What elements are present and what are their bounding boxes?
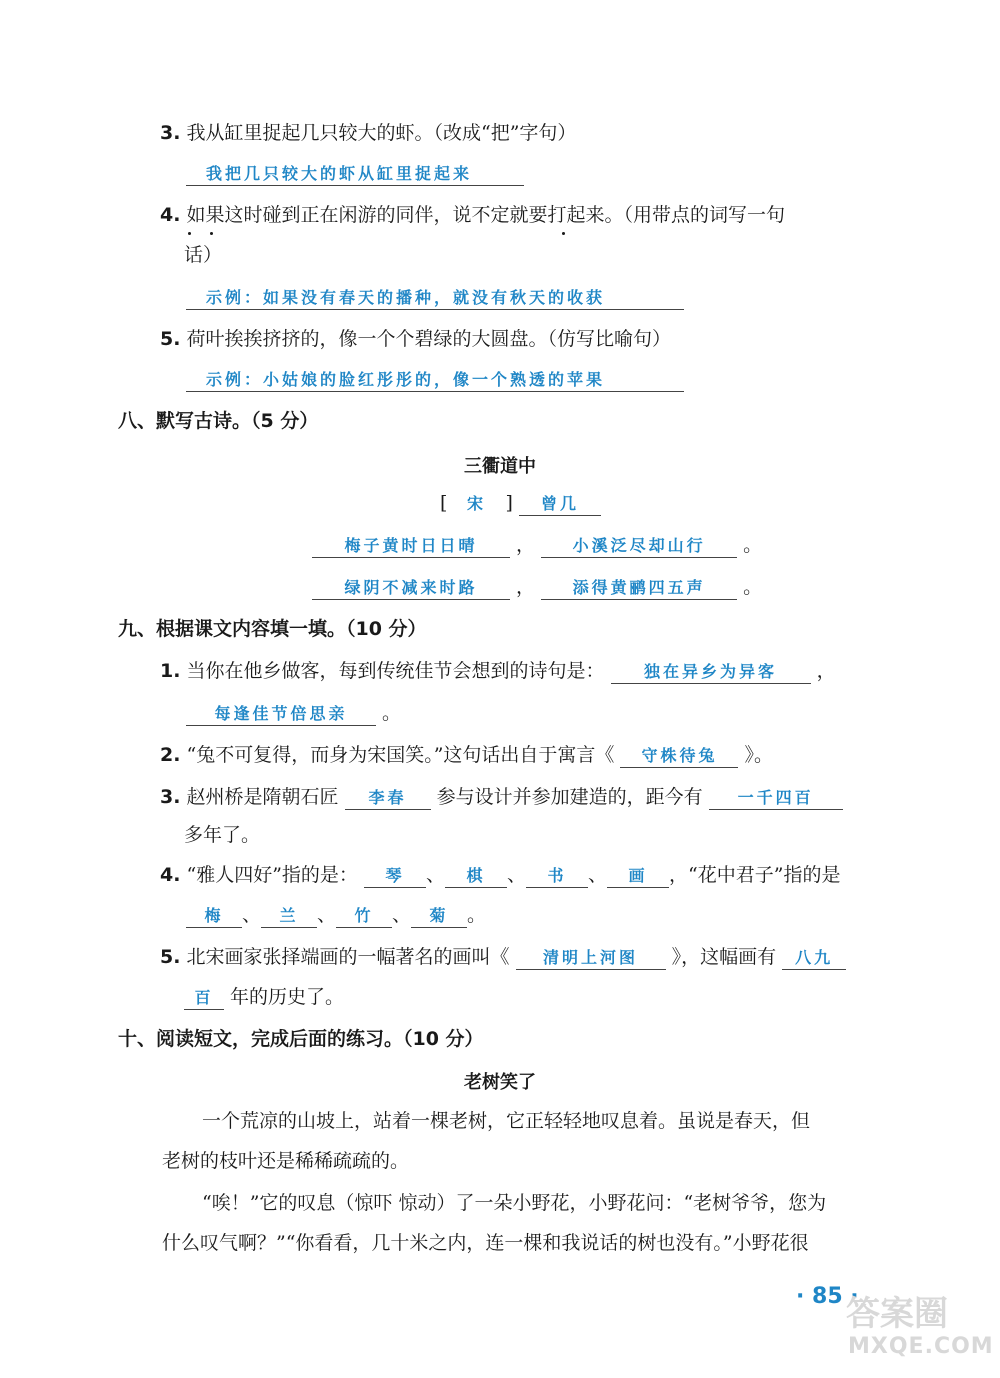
bracket-close: ]	[505, 492, 513, 514]
passage-line: 一个荒凉的山坡上，站着一棵老树，它正轻轻地叹息着。虽说是春天，但	[202, 1110, 811, 1132]
item-number: 2.	[160, 744, 181, 766]
answer-blank[interactable]: 兰	[261, 905, 317, 928]
section-9-heading: 九、根据课文内容填一填。（10 分）	[118, 618, 427, 640]
answer-blank[interactable]: 菊	[411, 905, 467, 928]
item-number: 1.	[160, 660, 181, 682]
separator: 、	[317, 904, 337, 926]
passage-line: 什么叹气啊？”“你看看，几十米之内，连一棵和我说话的树也没有。”小野花很	[162, 1232, 809, 1254]
period: 。	[743, 576, 763, 598]
item-number: 5.	[160, 946, 181, 968]
item-number: 4.	[160, 864, 181, 886]
item-text: 荷叶挨挨挤挤的，像一个个碧绿的大圆盘。（仿写比喻句）	[186, 328, 672, 350]
s9-item4-cont	[186, 902, 486, 928]
item-number: 3.	[160, 122, 181, 144]
passage-line: 老树的枝叶还是稀稀疏疏的。	[162, 1150, 410, 1172]
q7-item3-answer-row	[186, 160, 524, 186]
q7-item5	[160, 326, 671, 352]
item-text: 》。	[744, 744, 774, 766]
answer-blank[interactable]: 一千四百	[709, 787, 843, 810]
poem-line-1	[312, 532, 762, 558]
item-text: 如果这时碰到正在闲游的同伴，说不定就要打起来。（用带点的词写一句	[186, 204, 786, 226]
end-punct: 。	[467, 904, 487, 926]
answer-blank[interactable]: 守株待兔	[620, 745, 738, 768]
s9-item1-cont	[186, 700, 401, 726]
watermark-url: MXQE.COM	[848, 1334, 994, 1359]
answer-blank[interactable]: 梅	[186, 905, 242, 928]
q7-item3	[160, 120, 576, 146]
answer-blank[interactable]: 我把几只较大的虾从缸里捉起来	[186, 163, 524, 186]
dynasty-blank[interactable]: 宋	[466, 494, 486, 513]
emphasis-dot	[210, 232, 213, 235]
item-text: 当你在他乡做客，每到传统佳节会想到的诗句是：	[186, 660, 605, 682]
q7-item4-answer-row	[186, 284, 684, 310]
answer-blank[interactable]: 琴	[364, 865, 426, 888]
s9-item4	[160, 862, 840, 888]
author-blank[interactable]: 曾几	[519, 493, 601, 516]
item-text: 》，这幅画有	[671, 946, 777, 968]
answer-blank[interactable]: 画	[607, 865, 669, 888]
answer-blank[interactable]: 竹	[336, 905, 392, 928]
item-number: 4.	[160, 204, 181, 226]
s9-item3	[160, 784, 843, 810]
section-10-heading: 十、阅读短文，完成后面的练习。（10 分）	[118, 1028, 484, 1050]
s9-item5	[160, 944, 846, 970]
s9-item5-cont	[184, 984, 344, 1010]
emphasis-dot	[562, 232, 565, 235]
poem-blank[interactable]: 绿阴不减来时路	[312, 577, 510, 600]
answer-blank[interactable]: 百	[184, 987, 224, 1010]
poem-blank[interactable]: 添得黄鹂四五声	[541, 577, 737, 600]
watermark-logo: 答案圈	[846, 1294, 948, 1334]
item-text: “兔不可复得，而身为宋国笑。”这句话出自于寓言《	[186, 744, 615, 766]
answer-blank[interactable]: 清明上河图	[516, 947, 666, 970]
separator: 、	[242, 904, 262, 926]
item-text: 参与设计并参加建造的，距今有	[436, 786, 703, 808]
bracket-open: [	[440, 492, 448, 514]
answer-blank[interactable]: 棋	[445, 865, 507, 888]
answer-blank[interactable]: 李春	[345, 787, 431, 810]
answer-blank[interactable]: 每逢佳节倍思亲	[186, 703, 376, 726]
item-text: “雅人四好”指的是：	[186, 864, 358, 886]
item-text: 年的历史了。	[230, 986, 345, 1008]
item-text: 我从缸里捉起几只较大的虾。（改成“把”字句）	[186, 122, 577, 144]
comma: ，	[516, 534, 536, 556]
separator: 、	[588, 864, 608, 886]
answer-blank[interactable]: 书	[526, 865, 588, 888]
separator: 、	[392, 904, 412, 926]
answer-blank[interactable]: 独在异乡为异客	[611, 661, 811, 684]
s9-item3-cont	[184, 822, 260, 848]
answer-blank[interactable]: 示例：小姑娘的脸红彤彤的，像一个熟透的苹果	[186, 369, 684, 392]
emphasis-dot	[188, 232, 191, 235]
q7-item4	[160, 202, 785, 228]
end-punct: 。	[382, 702, 402, 724]
passage-title: 老树笑了	[464, 1072, 536, 1093]
q7-item4-cont	[184, 242, 222, 268]
answer-blank[interactable]: 八九	[782, 947, 846, 970]
item-text: ，“花中君子”指的是	[669, 864, 841, 886]
s9-item2	[160, 742, 773, 768]
separator: 、	[507, 864, 527, 886]
poem-blank[interactable]: 小溪泛尽却山行	[541, 535, 737, 558]
q7-item5-answer-row	[186, 366, 684, 392]
item-text: 北宋画家张择端画的一幅著名的画叫《	[186, 946, 510, 968]
answer-blank[interactable]: 示例：如果没有春天的播种，就没有秋天的收获	[186, 287, 684, 310]
poem-title: 三衢道中	[464, 456, 536, 477]
separator: ，	[816, 660, 836, 682]
passage-line: “唉！”它的叹息（惊吓 惊动）了一朵小野花，小野花问：“老树爷爷，您为	[202, 1192, 827, 1214]
s9-item1	[160, 658, 836, 684]
page-number: · 85 ·	[796, 1284, 859, 1309]
item-number: 5.	[160, 328, 181, 350]
comma: ，	[516, 576, 536, 598]
item-text: 赵州桥是隋朝石匠	[186, 786, 339, 808]
period: 。	[743, 534, 763, 556]
item-text: 多年了。	[184, 824, 261, 846]
separator: 、	[425, 864, 445, 886]
poem-blank[interactable]: 梅子黄时日日晴	[312, 535, 510, 558]
item-number: 3.	[160, 786, 181, 808]
section-8-heading: 八、默写古诗。（5 分）	[118, 410, 319, 432]
item-text: 话）	[184, 244, 223, 266]
poem-line-2	[312, 574, 762, 600]
poem-author-row	[440, 490, 601, 516]
